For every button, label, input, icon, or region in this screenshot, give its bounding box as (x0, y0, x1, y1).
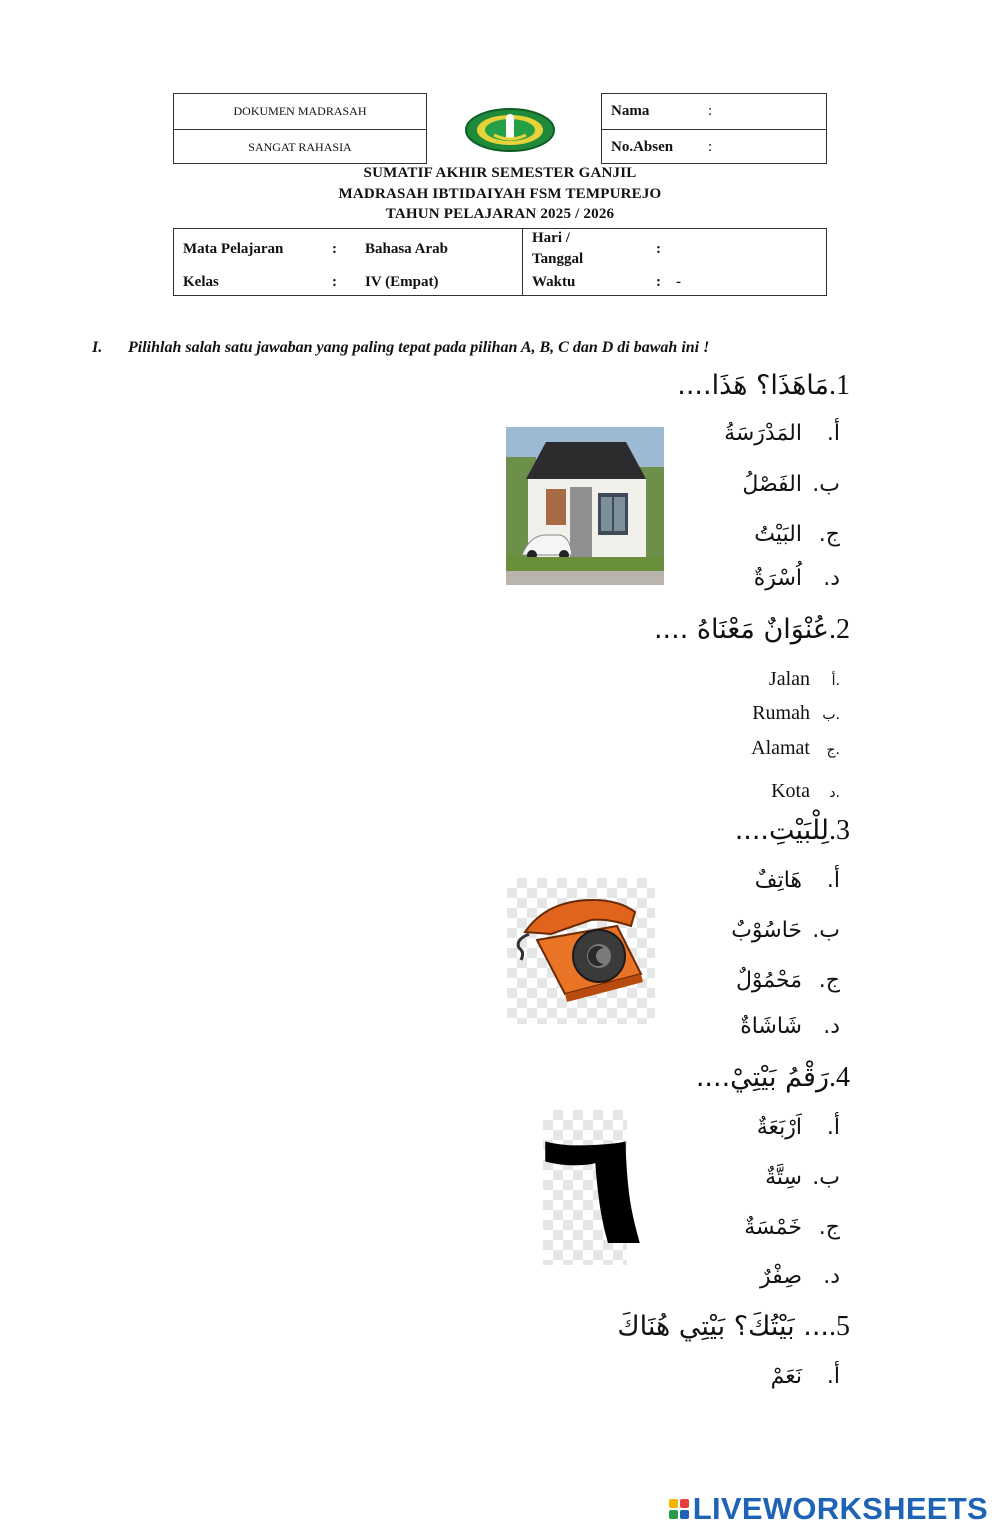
option-label: ج. (826, 742, 840, 758)
option-text: Jalan (768, 668, 810, 690)
time-value: - (676, 274, 681, 290)
option-label: أ. (826, 1364, 840, 1389)
option-label: ب. (812, 472, 840, 497)
option-label: أ. (826, 421, 840, 446)
option-text: حَاسُوْبٌ (731, 918, 802, 943)
class-label: Kelas (183, 274, 219, 290)
option-4a[interactable] (757, 1115, 840, 1140)
arabic-numeral-six: ٦ (538, 1094, 647, 1281)
option-text: Kota (771, 780, 810, 802)
absen-colon: : (708, 139, 713, 155)
option-1c[interactable] (754, 522, 840, 547)
exam-title: SUMATIF AKHIR SEMESTER GANJIL (363, 165, 637, 181)
option-text: اَرْبَعَةٌ (756, 1115, 802, 1140)
option-2b[interactable] (752, 702, 840, 725)
subject-colon: : (332, 241, 337, 257)
question-number: 4. (829, 1062, 850, 1093)
date-label-line1: Hari / (532, 230, 570, 246)
option-label: د. (823, 1014, 840, 1039)
header-left-top-cell (173, 93, 427, 130)
class-colon: : (332, 274, 337, 290)
option-label: ب. (812, 1165, 840, 1190)
option-text: خَمْسَةٌ (744, 1215, 802, 1240)
subject-label: Mata Pelajaran (183, 241, 284, 257)
option-label: د. (829, 785, 840, 801)
info-table-divider (522, 228, 523, 296)
date-label-line2: Tanggal (532, 251, 584, 267)
question-4 (696, 1062, 850, 1094)
option-2a[interactable] (769, 668, 840, 691)
time-colon: : (656, 274, 661, 290)
absen-field-cell[interactable] (601, 129, 827, 164)
option-text: هَاتِفٌ (754, 868, 802, 893)
brand-text: LIVEWORKSHEETS (692, 1491, 988, 1526)
option-label: ب. (812, 918, 840, 943)
option-text: نَعَمْ (770, 1364, 802, 1389)
document-type-label: DOKUMEN MADRASAH (233, 104, 367, 118)
school-name: MADRASAH IBTIDAIYAH FSM TEMPUREJO (338, 186, 662, 202)
date-colon: : (656, 241, 661, 257)
question-number: 1. (829, 370, 850, 401)
time-label: Waktu (532, 274, 576, 290)
option-label: أ. (831, 673, 840, 689)
name-label: Nama (611, 103, 650, 119)
option-4c[interactable] (744, 1215, 840, 1240)
option-3d[interactable] (740, 1014, 840, 1039)
option-text: Rumah (752, 702, 810, 724)
option-3b[interactable] (731, 918, 840, 943)
option-1a[interactable] (724, 421, 840, 446)
class-value: IV (Empat) (365, 274, 439, 290)
option-3a[interactable] (755, 868, 840, 893)
option-4b[interactable] (765, 1165, 840, 1190)
name-colon: : (708, 103, 713, 119)
subject-value: Bahasa Arab (365, 241, 448, 257)
option-1d[interactable] (754, 566, 840, 591)
option-1b[interactable] (742, 472, 840, 497)
question-text: رَقْمُ بَيْتِيْ.... (695, 1062, 829, 1093)
option-text: الفَصْلُ (742, 472, 802, 497)
option-text: اُسْرَةٌ (753, 566, 802, 591)
liveworksheets-grid-icon (669, 1499, 689, 1519)
option-label: ج. (818, 1215, 840, 1240)
option-text: شَاشَاةٌ (740, 1014, 802, 1039)
option-label: د. (823, 1264, 840, 1289)
option-2d[interactable] (771, 780, 840, 803)
option-text: المَدْرَسَةُ (724, 421, 802, 446)
question-text: مَاهَذَا؟ هَذَا.... (677, 370, 829, 401)
question-3 (735, 815, 850, 847)
confidentiality-label: SANGAT RAHASIA (248, 140, 352, 154)
question-number: 3. (829, 815, 850, 846)
option-2c[interactable] (751, 737, 840, 760)
instruction-text: Pilihlah salah satu jawaban yang paling tepat pada pilihan A, B, C dan D di bawah ini ! (128, 339, 710, 356)
absen-label: No.Absen (611, 139, 674, 155)
question-text: ... بَيْتُكَ؟ بَيْتِي هُنَاكَ (617, 1311, 829, 1342)
question-text: لِلْبَيْتِ.... (734, 815, 829, 846)
option-text: صِفْرٌ (760, 1264, 802, 1289)
option-5a[interactable] (771, 1364, 840, 1389)
question-5 (617, 1311, 850, 1343)
name-field-cell[interactable] (601, 93, 827, 130)
option-label: د. (823, 566, 840, 591)
option-4d[interactable] (760, 1264, 840, 1289)
option-text: سِتَّةٌ (765, 1165, 802, 1190)
option-label: ب. (822, 707, 840, 723)
house-photo (506, 427, 664, 585)
section-number: I. (92, 339, 103, 356)
question-text: عُنْوَانٌ مَعْنَاهُ .... (653, 614, 829, 645)
liveworksheets-logo (669, 1491, 988, 1527)
option-text: مَحْمُوْلٌ (735, 968, 802, 993)
option-label: ج. (818, 968, 840, 993)
option-3c[interactable] (736, 968, 840, 993)
option-text: Alamat (751, 737, 810, 759)
option-label: أ. (826, 868, 840, 893)
info-table (173, 228, 827, 296)
academic-year: TAHUN PELAJARAN 2025 / 2026 (385, 206, 615, 222)
question-number: 2. (829, 614, 850, 645)
header-left-bottom-cell (173, 129, 427, 164)
instruction-line (92, 339, 709, 357)
arabic-numeral-six-image (538, 1094, 647, 1281)
question-number: 5. (829, 1311, 850, 1342)
question-2 (654, 614, 850, 646)
madrasah-logo (464, 107, 556, 153)
telephone-image (507, 878, 655, 1024)
option-label: أ. (826, 1115, 840, 1140)
option-label: ج. (818, 522, 840, 547)
question-1 (677, 370, 850, 402)
option-text: البَيْتُ (754, 522, 802, 547)
